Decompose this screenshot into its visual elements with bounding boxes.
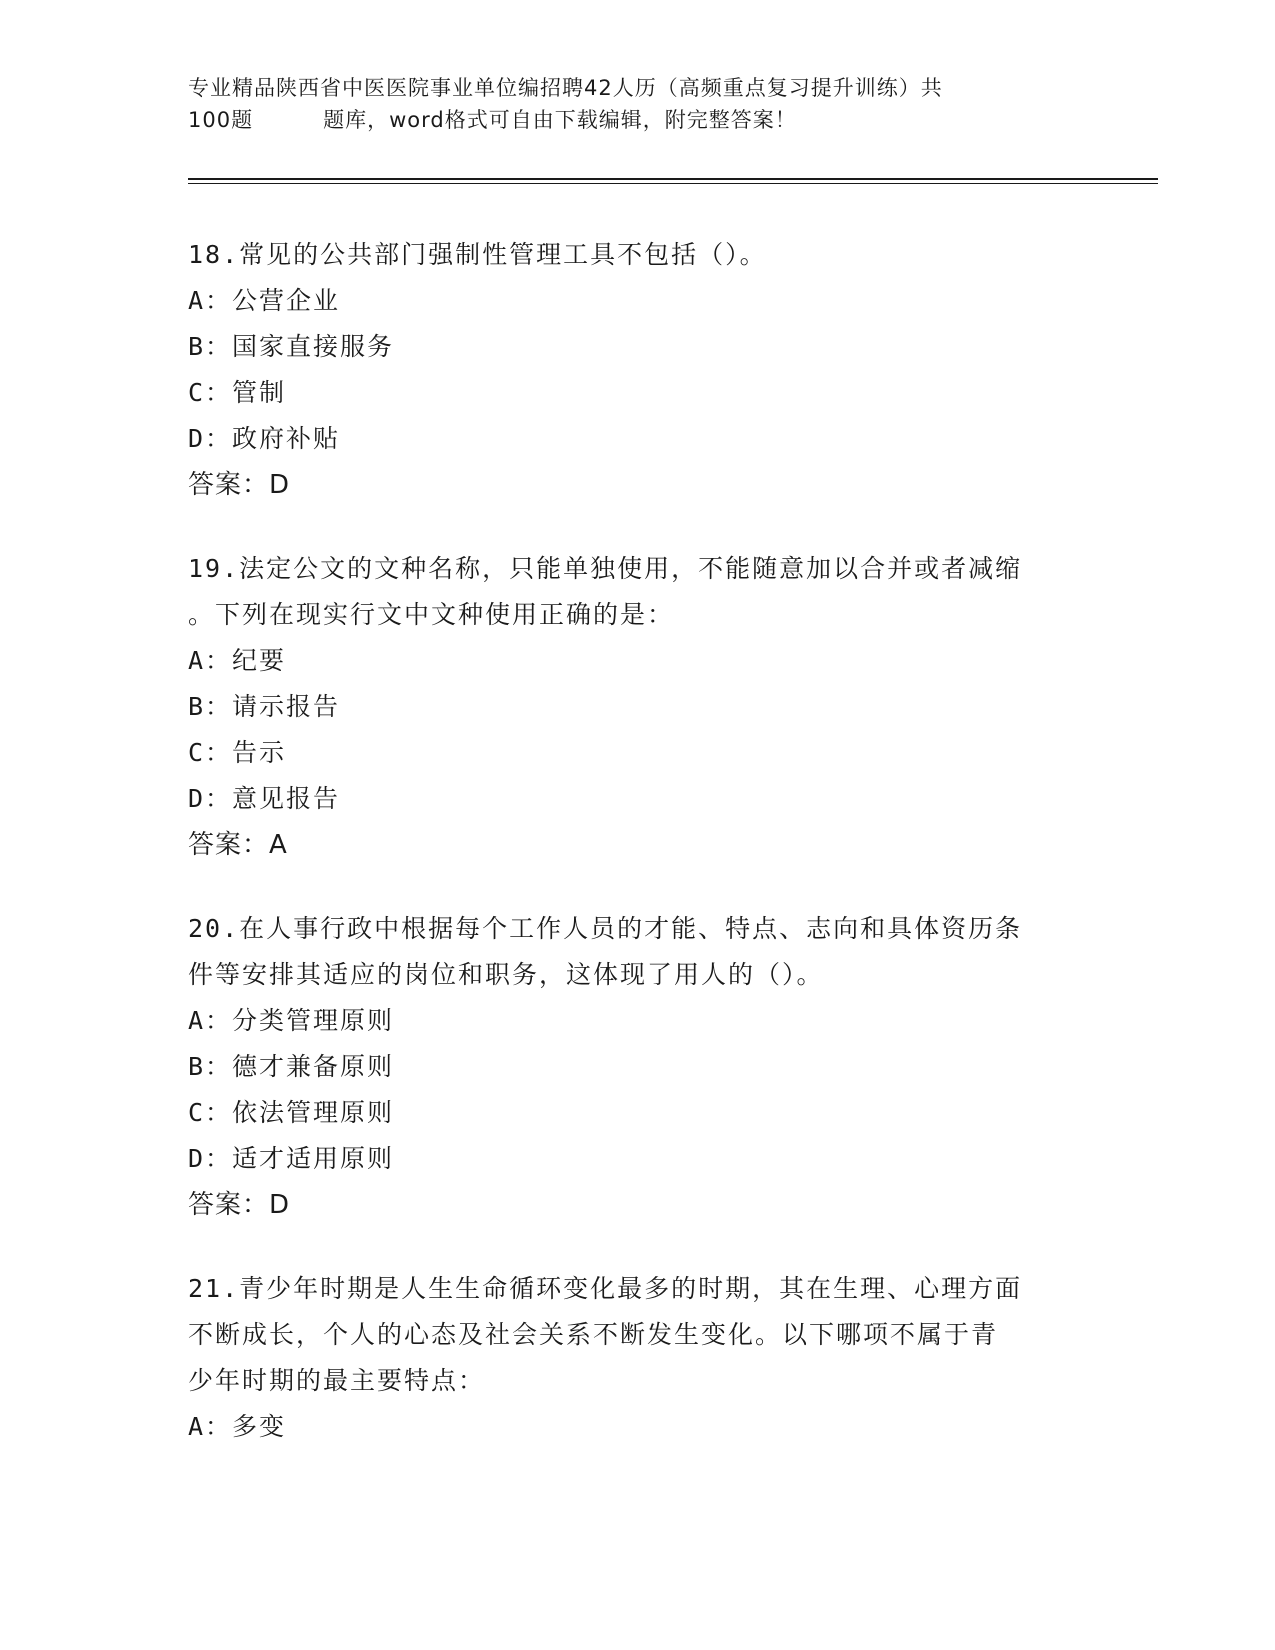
option-d: D：适才适用原则 xyxy=(188,1144,395,1173)
header-line-1: 专业精品陕西省中医医院事业单位编招聘42人历（高频重点复习提升训练）共 xyxy=(188,76,943,100)
option-b: B：国家直接服务 xyxy=(188,332,395,361)
option-a: A：公营企业 xyxy=(188,286,341,315)
answer: 答案：D xyxy=(188,470,291,500)
question-text: 18.常见的公共部门强制性管理工具不包括（）。 xyxy=(188,240,767,269)
question-text-line-1: 21.青少年时期是人生生命循环变化最多的时期，其在生理、心理方面 xyxy=(188,1274,1023,1303)
option-b: B：德才兼备原则 xyxy=(188,1052,395,1081)
option-d: D：意见报告 xyxy=(188,784,341,813)
answer: 答案：A xyxy=(188,830,288,860)
question-text-line-3: 少年时期的最主要特点： xyxy=(188,1366,486,1395)
option-c: C：告示 xyxy=(188,738,287,767)
header-divider-thin xyxy=(188,183,1158,184)
option-d: D：政府补贴 xyxy=(188,424,341,453)
question-text-line-2: 件等安排其适应的岗位和职务，这体现了用人的（）。 xyxy=(188,960,824,989)
header-line-2-count: 100题 xyxy=(188,108,254,132)
header-divider-thick xyxy=(188,178,1158,180)
header-line-2-desc: 题库，word格式可自由下载编辑，附完整答案！ xyxy=(323,108,797,132)
option-c: C：依法管理原则 xyxy=(188,1098,395,1127)
document-header xyxy=(188,72,1068,136)
option-a: A：纪要 xyxy=(188,646,287,675)
question-text-line-2: 。下列在现实行文中文种使用正确的是： xyxy=(188,600,675,629)
option-a: A：分类管理原则 xyxy=(188,1006,395,1035)
question-text-line-1: 19.法定公文的文种名称，只能单独使用，不能随意加以合并或者减缩 xyxy=(188,554,1023,583)
header-line-2 xyxy=(188,104,1068,136)
question-list xyxy=(188,232,1088,1488)
question-text-line-1: 20.在人事行政中根据每个工作人员的才能、特点、志向和具体资历条 xyxy=(188,914,1023,943)
option-a: A：多变 xyxy=(188,1412,287,1441)
option-b: B：请示报告 xyxy=(188,692,341,721)
question-19 xyxy=(188,546,1088,868)
option-c: C：管制 xyxy=(188,378,287,407)
answer: 答案：D xyxy=(188,1190,291,1220)
question-20 xyxy=(188,906,1088,1228)
question-21 xyxy=(188,1266,1088,1450)
question-text-line-2: 不断成长，个人的心态及社会关系不断发生变化。以下哪项不属于青 xyxy=(188,1320,999,1349)
question-18 xyxy=(188,232,1088,508)
